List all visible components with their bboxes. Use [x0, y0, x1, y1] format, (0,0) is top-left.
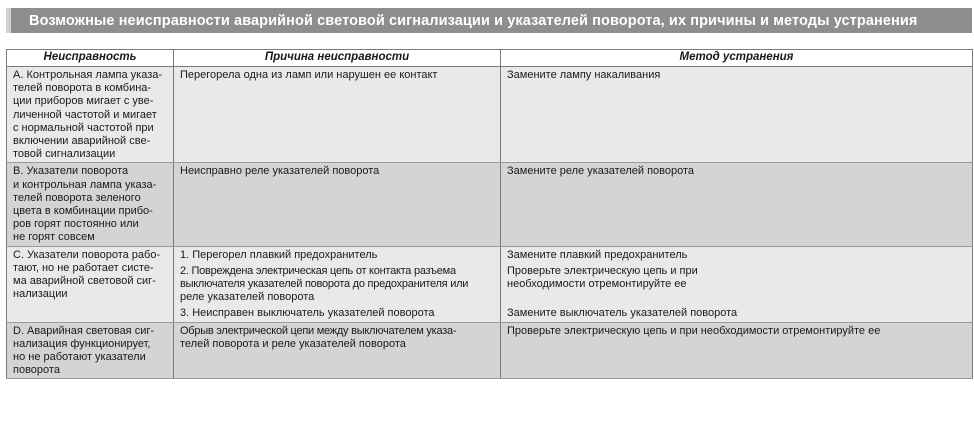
table-row — [7, 246, 973, 322]
method-cell — [501, 67, 973, 163]
fault-line: нализация функционирует, — [13, 337, 151, 350]
fault-line: ции приборов мигает с уве- — [13, 95, 154, 108]
table-header-row — [7, 50, 973, 67]
page-title: Возможные неисправности аварийной световой сигнализации и указателей поворота, их причины и методы устранения — [29, 12, 918, 29]
fault-line: но не работают указатели — [13, 351, 146, 364]
faults-table — [6, 49, 973, 379]
method-line: необходимости отремонтируйте ее — [507, 278, 687, 291]
fault-cell — [7, 246, 174, 322]
cause-line: реле указателей поворота — [180, 291, 315, 304]
fault-line: В. Указатели поворота — [13, 165, 129, 178]
title-accent-mark — [6, 8, 11, 33]
fault-line: поворота — [13, 364, 60, 377]
header-fault: Неисправность — [7, 50, 174, 67]
table-row — [7, 163, 973, 246]
cause-line: Перегорела одна из ламп или нарушен ее контакт — [180, 69, 438, 81]
fault-line: нализации — [13, 288, 68, 301]
cause-line: 1. Перегорел плавкий предохранитель — [180, 248, 378, 261]
title-bar — [6, 8, 972, 33]
cause-cell — [174, 322, 501, 379]
header-method: Метод устранения — [501, 50, 973, 67]
fault-line: С. Указатели поворота рабо- — [13, 248, 161, 261]
method-line: Проверьте электрическую цепь и при необходимости отремонтируйте ее — [507, 324, 881, 337]
fault-cell — [7, 322, 174, 379]
cause-line: 3. Неисправен выключатель указателей поворота — [180, 307, 435, 320]
method-line: Замените плавкий предохранитель — [507, 248, 688, 261]
fault-line: А. Контрольная лампа указа- — [13, 69, 163, 81]
fault-line: D. Аварийная световая сиг- — [13, 324, 155, 337]
fault-line: личенной частотой и мигает — [13, 108, 157, 121]
fault-line: товой сигнализации — [13, 148, 116, 161]
header-cause: Причина неисправности — [174, 50, 501, 67]
fault-cell — [7, 67, 174, 163]
fault-line: и контрольная лампа указа- — [13, 178, 157, 191]
cause-line: выключателя указателей поворота до предохранителя или — [180, 278, 469, 291]
method-line: Замените лампу накаливания — [507, 69, 661, 81]
fault-line: телей поворота зеленого — [13, 191, 141, 204]
fault-line: ма аварийной световой сиг- — [13, 275, 156, 288]
cause-line: 2. Повреждена электрическая цепь от контакта разъема — [180, 264, 456, 277]
fault-line: ров горят постоянно или — [13, 218, 139, 231]
cause-line: Обрыв электрической цепи между выключателем указа- — [180, 324, 457, 337]
cause-cell — [174, 246, 501, 322]
table-row — [7, 322, 973, 379]
fault-line: с нормальной частотой при — [13, 121, 154, 134]
method-line: Замените выключатель указателей поворота — [507, 307, 738, 320]
method-cell — [501, 322, 973, 379]
fault-cell — [7, 163, 174, 246]
cause-cell — [174, 67, 501, 163]
method-line: Замените реле указателей поворота — [507, 165, 695, 178]
cause-cell — [174, 163, 501, 246]
cause-line: телей поворота и реле указателей поворота — [180, 337, 406, 350]
method-cell — [501, 163, 973, 246]
fault-line: включении аварийной све- — [13, 135, 151, 148]
fault-line: телей поворота в комбина- — [13, 82, 152, 95]
fault-line: цвета в комбинации прибо- — [13, 205, 153, 218]
fault-line: тают, но не работает систе- — [13, 261, 154, 274]
table-row — [7, 67, 973, 163]
method-line: Проверьте электрическую цепь и при — [507, 264, 698, 277]
cause-line: Неисправно реле указателей поворота — [180, 165, 380, 178]
method-cell — [501, 246, 973, 322]
fault-line: не горят совсем — [13, 231, 95, 244]
